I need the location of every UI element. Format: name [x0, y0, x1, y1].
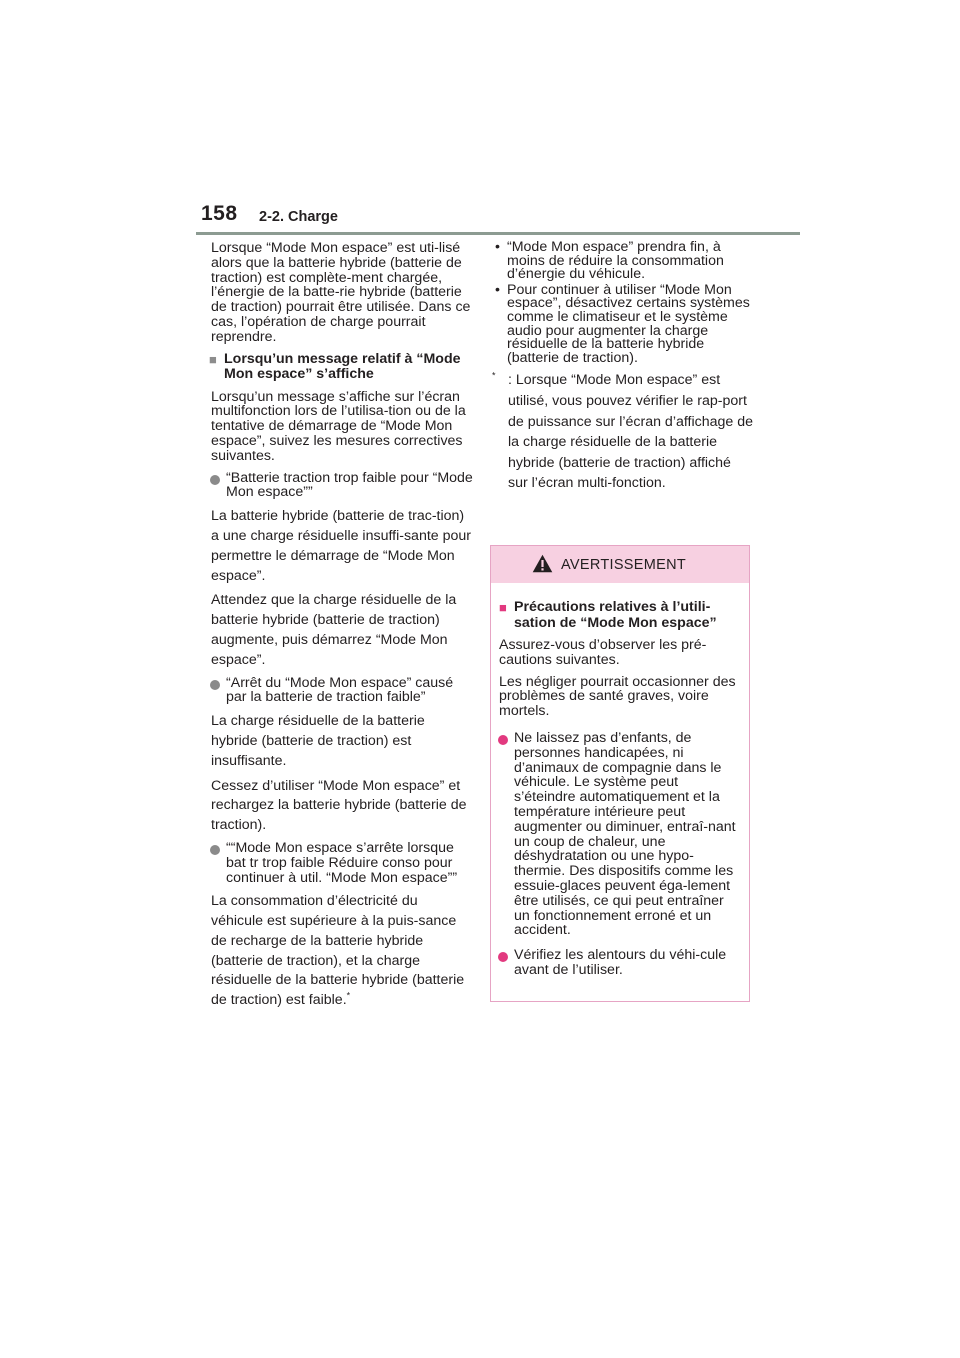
message-3-explanation — [211, 892, 473, 1011]
circle-bullet-icon — [210, 680, 220, 690]
circle-bullet-icon — [210, 475, 220, 485]
warning-paragraph-2: Les négliger pourrait occasionner des problèmes de santé graves, voire mortels. — [499, 673, 736, 720]
header-rule — [196, 232, 800, 235]
message-bullet-3-text: ““Mode Mon espace s’arrête lorsque bat tr trop faible Réduire conso pour continuer à util. “Mode Mon espace”” — [226, 839, 458, 886]
intro-paragraph: Lorsque “Mode Mon espace” est uti-lisé alors que la batterie hybride (batterie de traction) est complète-ment chargée, l’énergie de la batte-rie hybride (batterie de traction) pourrait être utilisée. Dans ce cas, l’opération de charge pourrait reprendre. — [211, 240, 471, 345]
message-bullet-2-text: “Arrêt du “Mode Mon espace” causé par la batterie de traction faible” — [226, 674, 454, 706]
list-bullet-icon: • — [495, 239, 500, 255]
list-item-text: “Mode Mon espace” prendra fin, à moins de réduire la consommation d’énergie du véhicule. — [507, 239, 724, 283]
list-item — [492, 241, 754, 282]
left-column — [211, 241, 473, 1016]
footnote — [492, 370, 754, 494]
warning-heading — [499, 600, 739, 631]
warning-triangle-icon — [532, 554, 553, 573]
warning-bullet-2-text: Vérifiez les alentours du véhi-cule avant de l’utiliser. — [514, 947, 727, 978]
message-1-action: Attendez que la charge résiduelle de la batterie hybride (batterie de traction) augmente, puis démarrez “Mode Mon espace”. — [211, 592, 457, 668]
list-item-text: Pour continuer à utiliser “Mode Mon espace”, désactivez certains systèmes comme le climatiseur et le système audio pour augmenter la charge résiduelle de la batterie hybride (batterie de traction). — [507, 281, 750, 366]
warning-bullet-1 — [499, 731, 739, 938]
heading-intro-paragraph: Lorsqu’un message s’affiche sur l’écran multifonction lors de l’utilisa-tion ou de la tentative de démarrage de “Mode Mon espace”, suivez les mesures correctives suivantes. — [211, 388, 466, 464]
message-bullet-1-text: “Batterie traction trop faible pour “Mode Mon espace”” — [226, 469, 473, 501]
warning-paragraph-1: Assurez-vous d’observer les pré-cautions suivantes. — [499, 637, 707, 668]
square-bullet-icon: ■ — [499, 600, 507, 615]
message-1-explanation: La batterie hybride (batterie de trac-tion) a une charge résiduelle insuffi-sante pour permettre le démarrage de “Mode Mon espace”. — [211, 508, 472, 584]
warning-heading-text: Précautions relatives à l’utili-sation de “Mode Mon espace” — [514, 599, 717, 631]
footnote-asterisk: * — [492, 370, 496, 381]
section-heading — [209, 352, 473, 383]
message-bullet-1 — [211, 471, 473, 501]
message-bullet-3 — [211, 841, 473, 885]
circle-bullet-icon — [498, 952, 508, 962]
circle-bullet-icon — [498, 735, 508, 745]
section-title: 2-2. Charge — [259, 209, 338, 225]
message-2-explanation: La charge résiduelle de la batterie hybride (batterie de traction) est insuffisante. — [211, 713, 425, 769]
footnote-mark — [492, 370, 496, 391]
footnote-text: : Lorsque “Mode Mon espace” est utilisé, vous pouvez vérifier le rap-port de puissance sur l’écran d’affichage de la charge résiduelle de la batterie hybride (batterie de traction) affiché sur l’écran multi-fonction. — [508, 372, 754, 492]
page-number: 158 — [201, 202, 238, 225]
message-bullet-2 — [211, 676, 473, 706]
warning-title: AVERTISSEMENT — [561, 557, 687, 573]
warning-body — [491, 583, 749, 978]
square-bullet-icon: ■ — [209, 351, 217, 367]
footnote-reference: * — [346, 990, 351, 1001]
right-column — [492, 241, 754, 494]
warning-bullet-1-text: Ne laissez pas d’enfants, de personnes handicapées, ni d’animaux de compagnie dans le véhicule. Le système peut s’éteindre automatiquement et la température intérieure peut augmenter ou diminuer, entraî-nant un coup de chaleur, une déshydratation ou une hypo-thermie. Des dispositifs comme les essuie-glaces peuvent éga-lement être utilisés, ce qui peut entraîner un fonctionnement erroné et un accident. — [514, 729, 736, 939]
warning-header — [491, 546, 749, 583]
message-3-explanation-text: La consommation d’électricité du véhicule est supérieure à la puis-sance de recharge de la batterie hybride (batterie de traction), et la charge résiduelle de la batterie hybride (batterie de traction) est faible. — [211, 893, 465, 1009]
list-bullet-icon: • — [495, 281, 500, 298]
warning-box — [490, 545, 750, 1002]
section-heading-text: Lorsqu’un message relatif à “Mode Mon espace” s’affiche — [224, 350, 461, 383]
list-item — [492, 281, 754, 366]
circle-bullet-icon — [210, 845, 220, 855]
message-2-action: Cessez d’utiliser “Mode Mon espace” et rechargez la batterie hybride (batterie de traction). — [211, 777, 467, 834]
warning-bullet-2 — [499, 948, 739, 978]
